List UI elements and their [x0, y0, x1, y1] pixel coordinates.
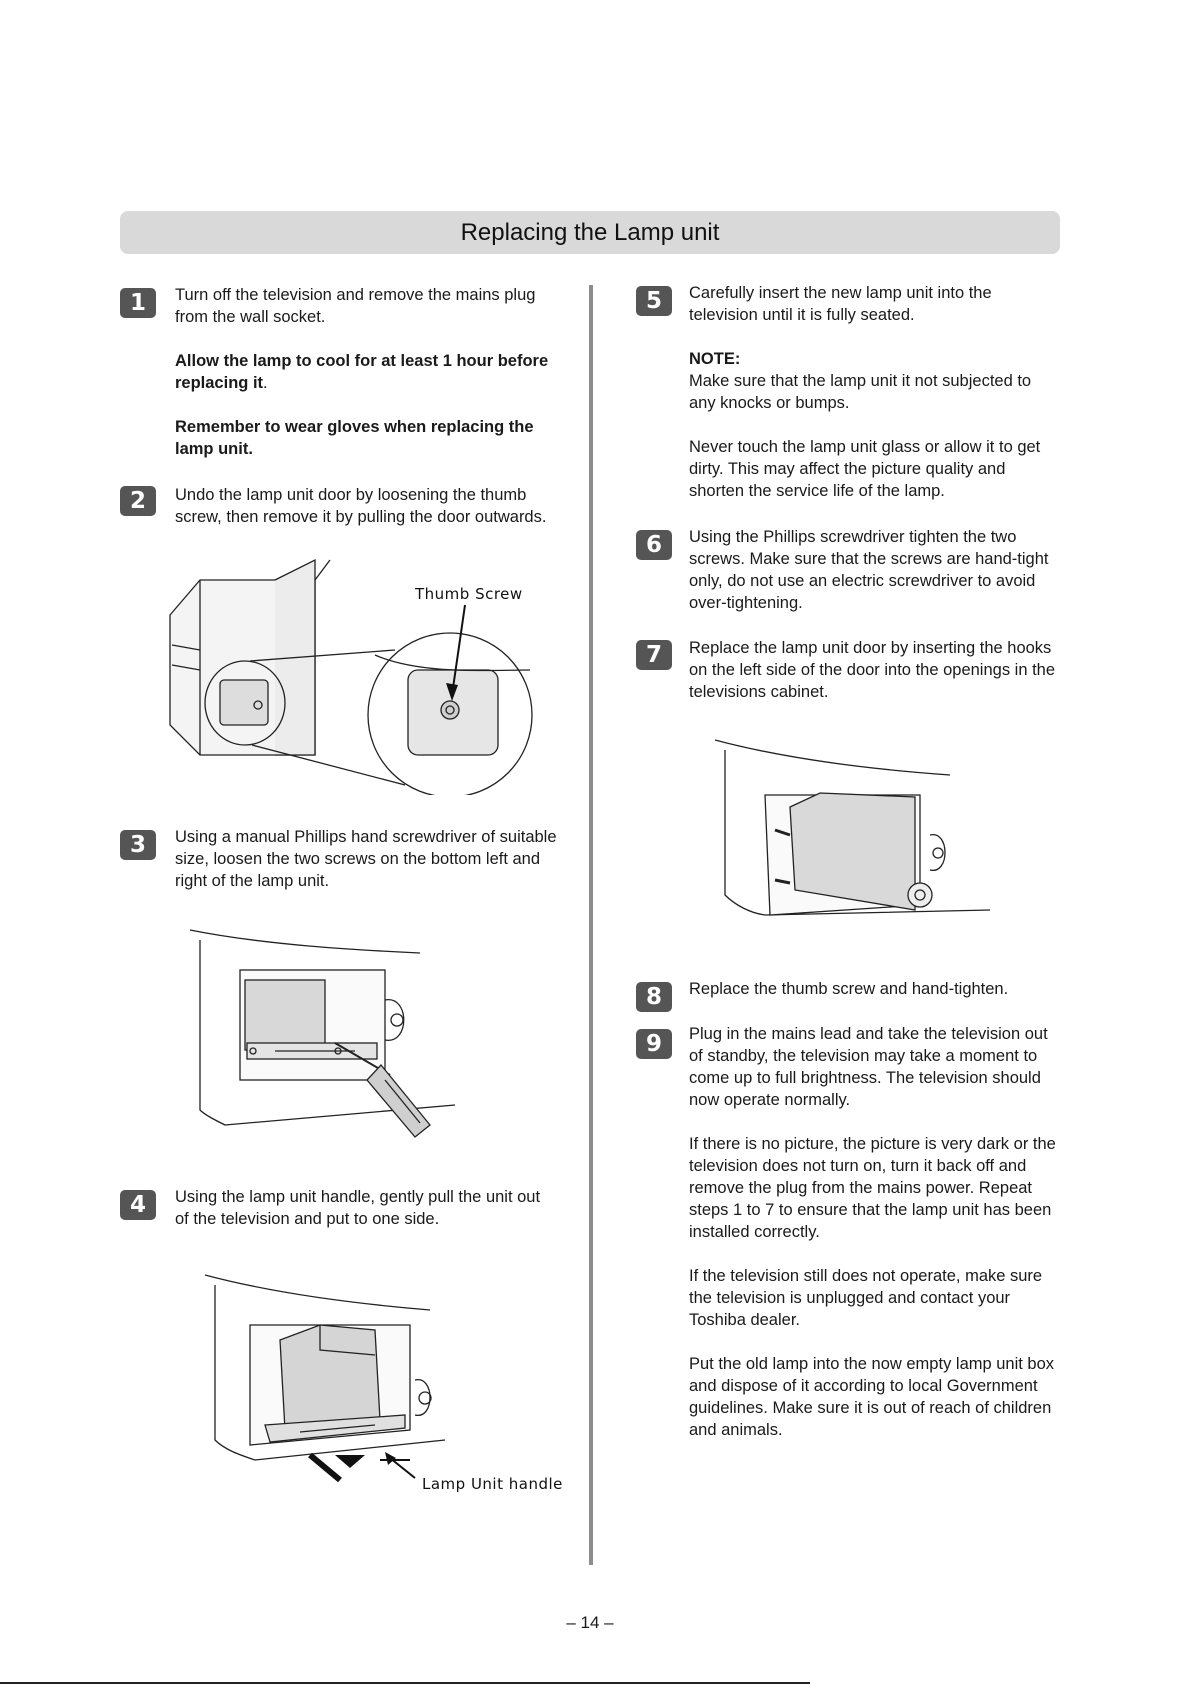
step-number-7: 7 — [636, 640, 672, 670]
step-number-5: 5 — [636, 286, 672, 316]
step-3-text: Using a manual Phillips hand screwdriver of suitable size, loosen the two screws on the bottom left and right of the lamp unit. — [175, 828, 557, 890]
step-2-text: Undo the lamp unit door by loosening the thumb screw, then remove it by pulling the door outwards. — [175, 486, 547, 526]
step-8-text: Replace the thumb screw and hand-tighten. — [689, 980, 1009, 998]
thumb-screw-label: Thumb Screw — [415, 585, 523, 603]
step-number-4: 4 — [120, 1190, 156, 1220]
step-9-text — [689, 1023, 1061, 1441]
column-divider — [589, 285, 593, 1565]
page-number: – 14 – — [566, 1613, 614, 1632]
step-number-3: 3 — [120, 830, 156, 860]
bottom-rule — [0, 1682, 810, 1684]
step-1-warning: Allow the lamp to cool for at least 1 hour before replacing it. — [175, 352, 549, 392]
step-9-paragraph-4: Put the old lamp into the now empty lamp unit box and dispose of it according to local Government guidelines. Make sure it is out of reach of children and animals. — [689, 1355, 1055, 1439]
step-5-text — [689, 282, 1059, 502]
cool-warning: Allow the lamp to cool for at least 1 hour before replacing it — [175, 352, 549, 392]
step-5-glass-warning: Never touch the lamp unit glass or allow it to get dirty. This may affect the picture quality and shorten the service life of the lamp. — [689, 438, 1041, 500]
step-number-9: 9 — [636, 1029, 672, 1059]
lamp-handle-illustration — [200, 1270, 565, 1505]
step-9-paragraph-3: If the television still does not operate, make sure the television is unplugged and contact your Toshiba dealer. — [689, 1267, 1043, 1329]
step-7-text: Replace the lamp unit door by inserting the hooks on the left side of the door into the openings in the televisions cabinet. — [689, 639, 1056, 701]
step-5-note — [689, 348, 1059, 414]
step-number-8: 8 — [636, 982, 672, 1012]
step-9-paragraph-1: Plug in the mains lead and take the television out of standby, the television may take a moment to come up to full brightness. The television should now operate normally. — [689, 1025, 1048, 1109]
thumb-screw-illustration — [160, 555, 560, 795]
step-number-2: 2 — [120, 486, 156, 516]
step-1-text — [175, 284, 560, 460]
step-5-paragraph: Carefully insert the new lamp unit into the television until it is fully seated. — [689, 284, 992, 324]
note-label: NOTE: — [689, 350, 741, 368]
lamp-handle-label: Lamp Unit handle — [422, 1475, 563, 1493]
step-1-paragraph: Turn off the television and remove the mains plug from the wall socket. — [175, 286, 536, 326]
lamp-door-illustration — [710, 735, 1010, 935]
gloves-warning: Remember to wear gloves when replacing the lamp unit. — [175, 418, 534, 458]
step-number-6: 6 — [636, 530, 672, 560]
step-number-1: 1 — [120, 288, 156, 318]
note-text: Make sure that the lamp unit it not subjected to any knocks or bumps. — [689, 372, 1032, 412]
section-title-bar — [120, 211, 1060, 254]
page-title: Replacing the Lamp unit — [460, 218, 720, 246]
screwdriver-illustration — [185, 925, 465, 1155]
step-6-text: Using the Phillips screwdriver tighten the two screws. Make sure that the screws are hand-tight only, do not use an electric screwdriver to avoid over-tightening. — [689, 528, 1049, 612]
step-9-paragraph-2: If there is no picture, the picture is very dark or the television does not turn on, turn it back off and remove the plug from the mains power. Repeat steps 1 to 7 to ensure that the lamp unit has been installed correctly. — [689, 1135, 1056, 1241]
step-4-text: Using the lamp unit handle, gently pull the unit out of the television and put to one side. — [175, 1188, 541, 1228]
